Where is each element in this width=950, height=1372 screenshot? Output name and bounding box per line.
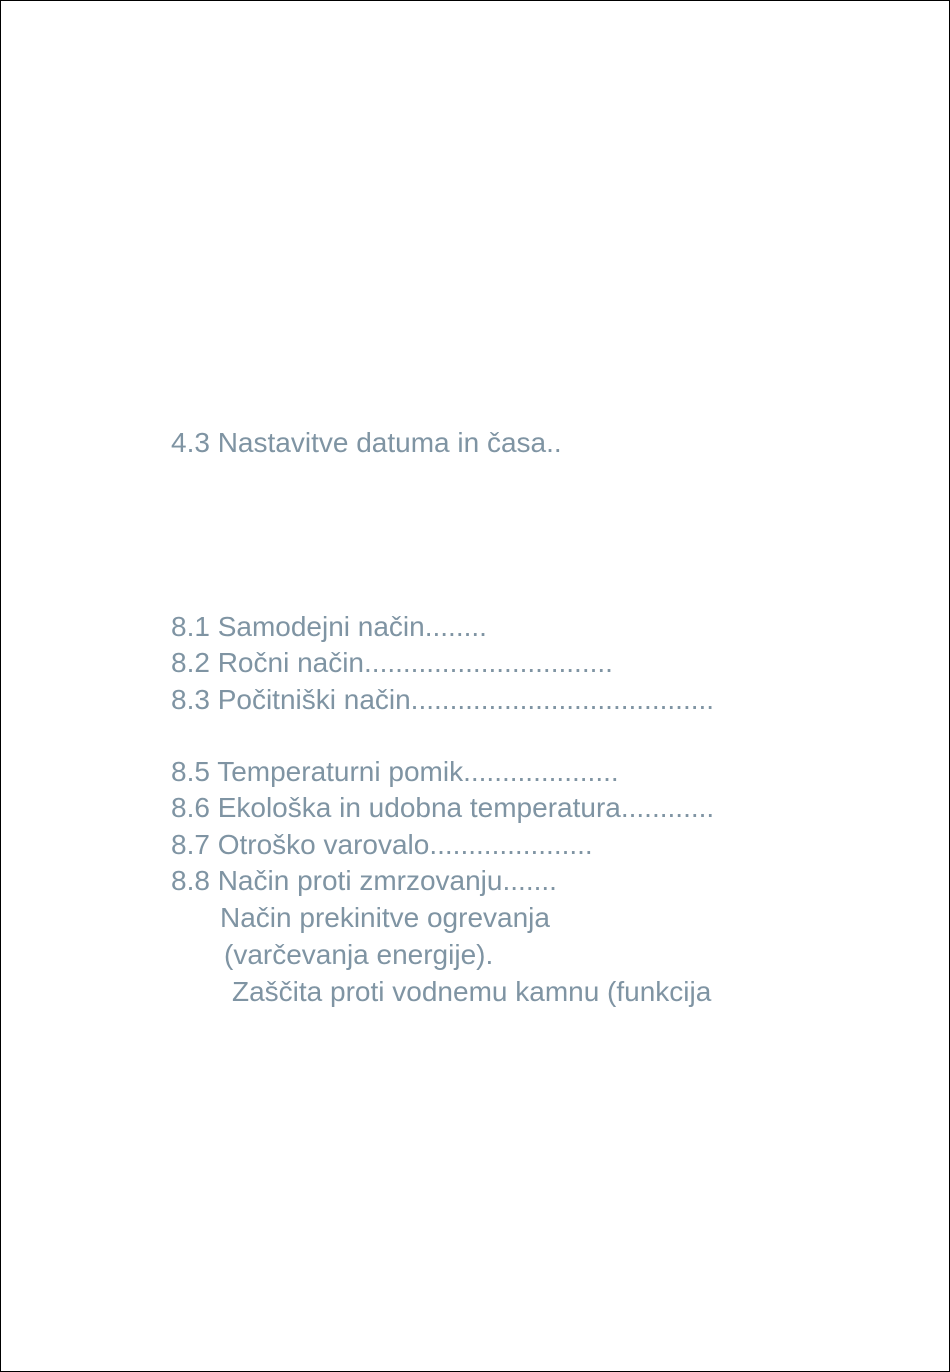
toc-entry-heating-break: Način prekinitve ogrevanja <box>220 902 550 933</box>
toc-entry-8-7: 8.7 Otroško varovalo..................... <box>171 829 593 860</box>
toc-entry-energy-saving: (varčevanja energije). <box>224 939 494 970</box>
toc-entry-8-2: 8.2 Ročni način................................ <box>171 647 613 678</box>
toc-entry-8-5: 8.5 Temperaturni pomik.................... <box>171 756 619 787</box>
toc-entry-limescale: Zaščita proti vodnemu kamnu (funkcija <box>232 976 712 1007</box>
toc-entry-4-3: 4.3 Nastavitve datuma in časa.. <box>171 427 562 458</box>
toc-entry-8-3: 8.3 Počitniški način....................................... <box>171 684 715 715</box>
toc-entry-8-8: 8.8 Način proti zmrzovanju....... <box>171 865 557 896</box>
toc-entry-8-1: 8.1 Samodejni način........ <box>171 611 487 642</box>
toc-entry-8-6: 8.6 Ekološka in udobna temperatura............ <box>171 792 715 823</box>
